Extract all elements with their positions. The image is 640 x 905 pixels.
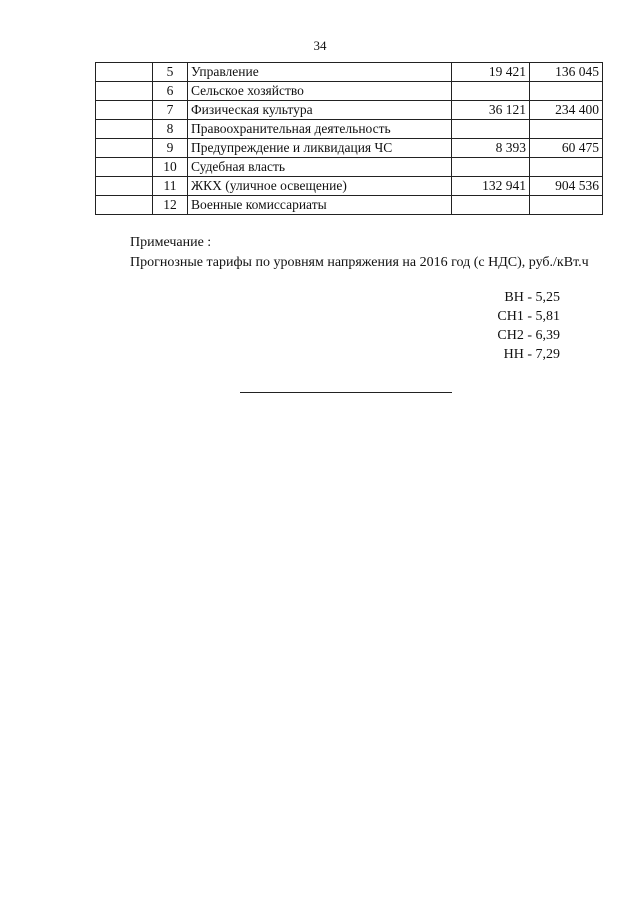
tariff-sn2: СН2 - 6,39 — [497, 328, 560, 343]
row-name: Физическая культура — [188, 101, 452, 120]
closing-rule — [240, 392, 452, 393]
row-name: Предупреждение и ликвидация ЧС — [188, 139, 452, 158]
table-cell-blank — [96, 158, 153, 177]
row-value-1 — [452, 196, 530, 215]
consumption-table — [95, 62, 603, 215]
row-value-2: 904 536 — [530, 177, 603, 196]
row-number: 8 — [153, 120, 188, 139]
row-number: 12 — [153, 196, 188, 215]
row-name: Сельское хозяйство — [188, 82, 452, 101]
row-name: Военные комиссариаты — [188, 196, 452, 215]
row-name: Правоохранительная деятельность — [188, 120, 452, 139]
row-value-2 — [530, 82, 603, 101]
row-value-2 — [530, 158, 603, 177]
table-cell-blank — [96, 177, 153, 196]
table-cell-blank — [96, 139, 153, 158]
table-cell-blank — [96, 120, 153, 139]
row-value-1 — [452, 82, 530, 101]
row-value-1 — [452, 158, 530, 177]
row-value-2: 234 400 — [530, 101, 603, 120]
row-value-1: 8 393 — [452, 139, 530, 158]
table-row — [96, 101, 603, 120]
table-cell-blank — [96, 101, 153, 120]
table-row — [96, 196, 603, 215]
row-name: Управление — [188, 63, 452, 82]
row-value-2 — [530, 120, 603, 139]
row-number: 11 — [153, 177, 188, 196]
note-text: Прогнозные тарифы по уровням напряжения на 2016 год (с НДС), руб./кВт.ч — [130, 255, 589, 270]
row-value-1: 19 421 — [452, 63, 530, 82]
table-row — [96, 120, 603, 139]
row-name: ЖКХ (уличное освещение) — [188, 177, 452, 196]
page-number: 34 — [313, 38, 327, 53]
row-value-2 — [530, 196, 603, 215]
table-row — [96, 82, 603, 101]
row-number: 5 — [153, 63, 188, 82]
row-value-2: 60 475 — [530, 139, 603, 158]
table-cell-blank — [96, 63, 153, 82]
row-number: 6 — [153, 82, 188, 101]
row-value-1 — [452, 120, 530, 139]
table-row — [96, 177, 603, 196]
row-name: Судебная власть — [188, 158, 452, 177]
row-number: 9 — [153, 139, 188, 158]
tariff-nn: НН - 7,29 — [503, 347, 560, 362]
table-cell-blank — [96, 196, 153, 215]
row-value-2: 136 045 — [530, 63, 603, 82]
table-row — [96, 63, 603, 82]
tariff-list — [460, 288, 560, 364]
table-cell-blank — [96, 82, 153, 101]
table-row — [96, 139, 603, 158]
row-number: 7 — [153, 101, 188, 120]
tariff-sn1: СН1 - 5,81 — [497, 309, 560, 324]
row-value-1: 132 941 — [452, 177, 530, 196]
note-title: Примечание : — [130, 235, 212, 250]
table-row — [96, 158, 603, 177]
row-number: 10 — [153, 158, 188, 177]
row-value-1: 36 121 — [452, 101, 530, 120]
tariff-vn: ВН - 5,25 — [504, 290, 560, 305]
